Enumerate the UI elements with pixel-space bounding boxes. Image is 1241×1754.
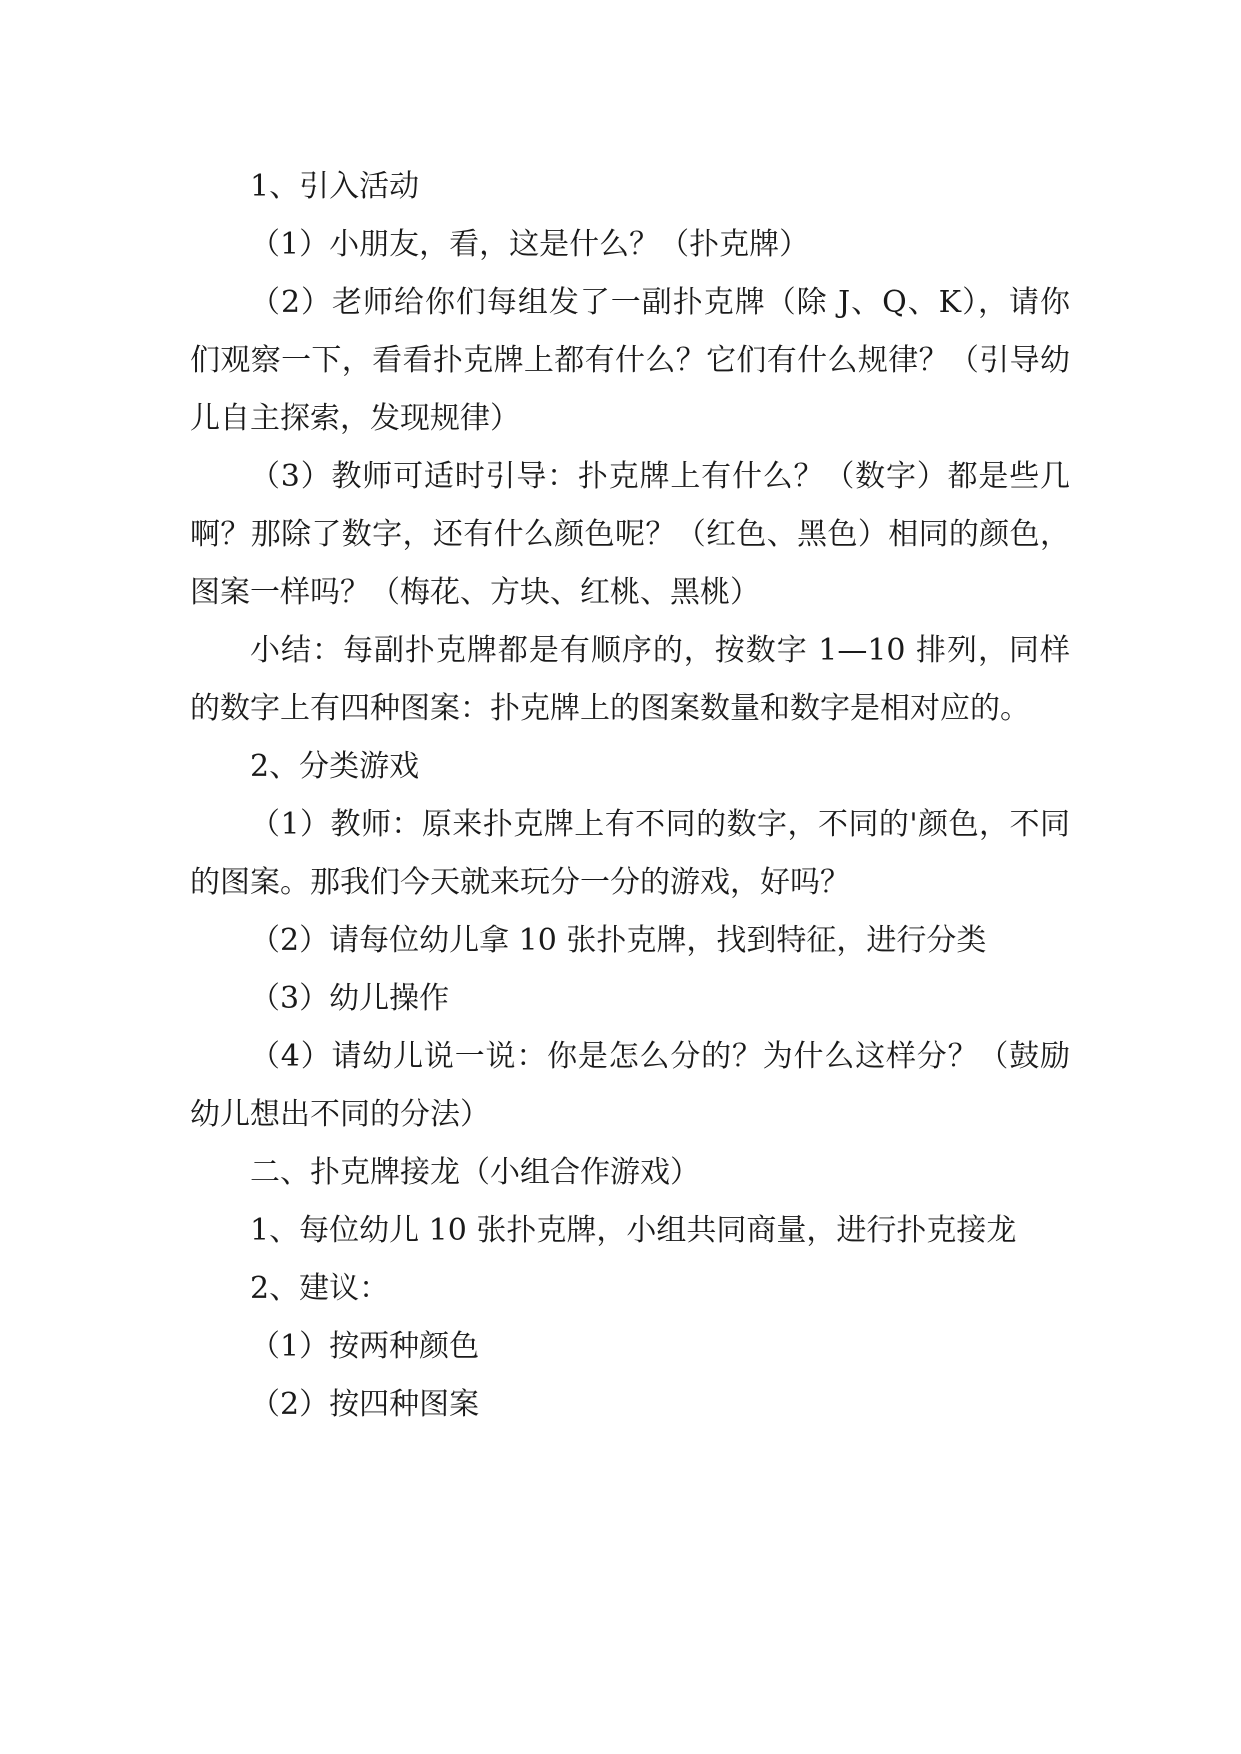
paragraph: （2）请每位幼儿拿 10 张扑克牌，找到特征，进行分类 [250,923,987,958]
paragraph: （2）老师给你们每组发了一副扑克牌（除 J、Q、K），请你们观察一下，看看扑克牌上都有什么？它们有什么规律？（引导幼儿自主探索，发现规律） [190,285,1070,436]
section-heading: 二、扑克牌接龙（小组合作游戏） [250,1155,700,1190]
summary-paragraph: 小结：每副扑克牌都是有顺序的，按数字 1—10 排列，同样的数字上有四种图案：扑克牌上的图案数量和数字是相对应的。 [190,633,1070,726]
section-heading: 1、引入活动 [250,169,420,204]
paragraph: （2）按四种图案 [250,1387,480,1422]
paragraph: （1）小朋友，看，这是什么？（扑克牌） [250,227,810,262]
paragraph: （3）教师可适时引导：扑克牌上有什么？（数字）都是些几啊？那除了数字，还有什么颜色呢？（红色、黑色）相同的颜色，图案一样吗？（梅花、方块、红桃、黑桃） [190,459,1070,610]
document-body [190,158,1070,1434]
paragraph: （1）按两种颜色 [250,1329,480,1364]
paragraph: （3）幼儿操作 [250,981,450,1016]
section-heading: 2、建议： [250,1271,390,1306]
paragraph: 1、每位幼儿 10 张扑克牌，小组共同商量，进行扑克接龙 [250,1213,1017,1248]
paragraph: （1）教师：原来扑克牌上有不同的数字，不同的'颜色，不同的图案。那我们今天就来玩分一分的游戏，好吗？ [190,807,1070,900]
paragraph: （4）请幼儿说一说：你是怎么分的？为什么这样分？（鼓励幼儿想出不同的分法） [190,1039,1070,1132]
section-heading: 2、分类游戏 [250,749,420,784]
